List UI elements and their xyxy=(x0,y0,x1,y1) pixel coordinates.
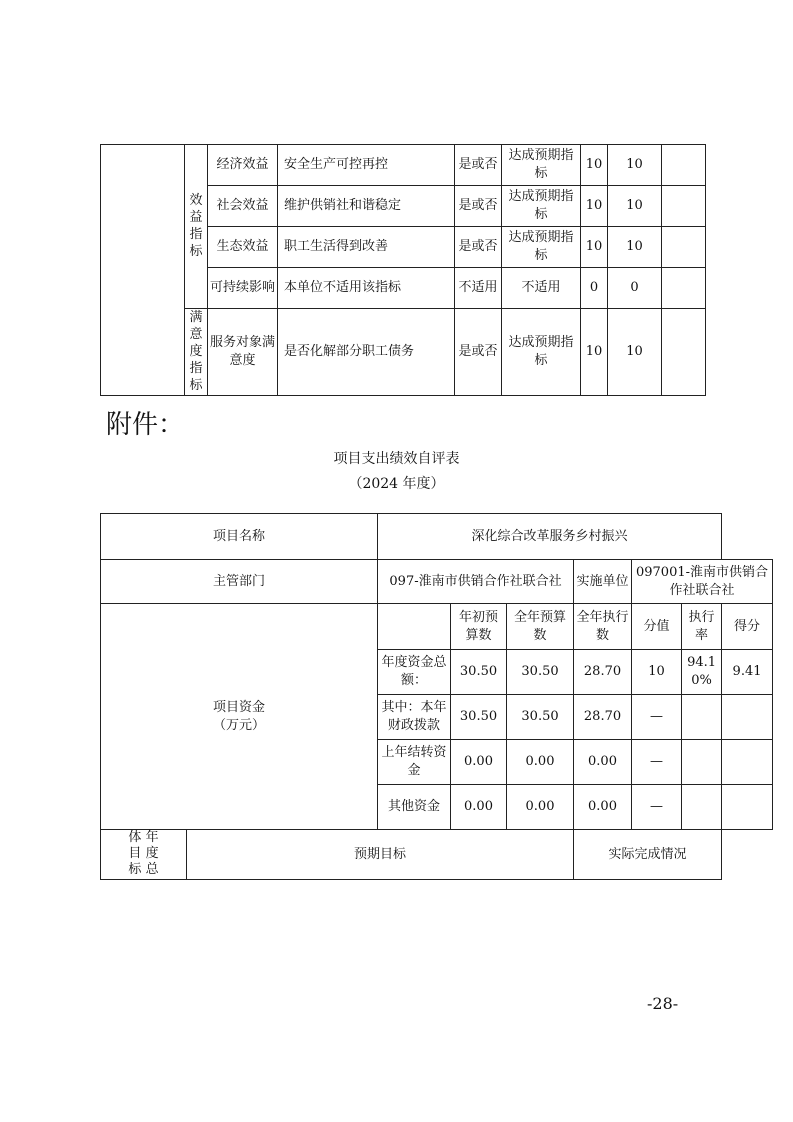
indicator-sub-category: 生态效益 xyxy=(208,227,278,268)
fund-rate xyxy=(682,695,722,740)
header-rate: 执行率 xyxy=(682,604,722,650)
fund-annual: 30.50 xyxy=(507,695,574,740)
indicator-type: 是或否 xyxy=(455,145,502,186)
indicator-name: 本单位不适用该指标 xyxy=(278,268,455,309)
fund-executed: 28.70 xyxy=(574,650,632,695)
indicator-score: 10 xyxy=(608,227,662,268)
fund-rate xyxy=(682,740,722,785)
fund-row-label: 年度资金总额： xyxy=(378,650,451,695)
performance-indicator-table xyxy=(100,144,706,396)
header-blank xyxy=(378,604,451,650)
unit-label: 实施单位 xyxy=(574,560,632,604)
fund-value: 10 xyxy=(632,650,682,695)
funds-label: 项目资金 xyxy=(213,699,266,715)
project-name: 深化综合改革服务乡村振兴 xyxy=(378,514,722,560)
indicator-note xyxy=(662,268,706,309)
fund-executed: 0.00 xyxy=(574,785,632,830)
level1-cell xyxy=(101,145,185,396)
fund-value: — xyxy=(632,740,682,785)
indicator-sub-category: 服务对象满意度 xyxy=(208,309,278,396)
fund-row-label: 上年结转资金 xyxy=(378,740,451,785)
header-value: 分值 xyxy=(632,604,682,650)
indicator-score: 10 xyxy=(608,145,662,186)
fund-initial: 30.50 xyxy=(451,650,507,695)
goal-label-col2: 年度总 xyxy=(145,830,159,877)
funds-label-cell xyxy=(101,604,378,830)
page-number: -28- xyxy=(647,994,679,1013)
indicator-name: 维护供销社和谐稳定 xyxy=(278,186,455,227)
header-annual-executed: 全年执行数 xyxy=(574,604,632,650)
goal-label-col1: 体目标 xyxy=(128,830,142,877)
indicator-name: 职工生活得到改善 xyxy=(278,227,455,268)
project-name-label: 项目名称 xyxy=(101,514,378,560)
fund-score xyxy=(722,785,773,830)
indicator-note xyxy=(662,309,706,396)
benefit-indicator-label: 效益指标 xyxy=(185,145,208,309)
indicator-sub-category: 可持续影响 xyxy=(208,268,278,309)
indicator-target: 达成预期指标 xyxy=(502,145,581,186)
fund-rate: 94.10% xyxy=(682,650,722,695)
fund-score: 9.41 xyxy=(722,650,773,695)
project-expenditure-table xyxy=(100,513,773,880)
header-annual-budget: 全年预算数 xyxy=(507,604,574,650)
fund-score xyxy=(722,740,773,785)
fund-executed: 0.00 xyxy=(574,740,632,785)
indicator-name: 安全生产可控再控 xyxy=(278,145,455,186)
fund-annual: 0.00 xyxy=(507,785,574,830)
fund-row-label: 其中：本年财政拨款 xyxy=(378,695,451,740)
indicator-note xyxy=(662,145,706,186)
indicator-name: 是否化解部分职工债务 xyxy=(278,309,455,396)
indicator-sub-category: 社会效益 xyxy=(208,186,278,227)
fund-initial: 0.00 xyxy=(451,740,507,785)
header-score: 得分 xyxy=(722,604,773,650)
funds-unit: （万元） xyxy=(213,717,266,733)
indicator-value: 10 xyxy=(581,145,608,186)
indicator-value: 10 xyxy=(581,309,608,396)
overall-goal-label xyxy=(101,830,187,880)
indicator-score: 10 xyxy=(608,309,662,396)
expected-goal-label: 预期目标 xyxy=(187,830,574,880)
unit-value: 097001-淮南市供销合作社联合社 xyxy=(632,560,773,604)
indicator-note xyxy=(662,227,706,268)
fund-value: — xyxy=(632,785,682,830)
header-initial-budget: 年初预算数 xyxy=(451,604,507,650)
indicator-value: 0 xyxy=(581,268,608,309)
indicator-value: 10 xyxy=(581,227,608,268)
indicator-target: 达成预期指标 xyxy=(502,227,581,268)
fund-initial: 0.00 xyxy=(451,785,507,830)
fund-executed: 28.70 xyxy=(574,695,632,740)
actual-completion-label: 实际完成情况 xyxy=(574,830,722,880)
fund-initial: 30.50 xyxy=(451,695,507,740)
indicator-target: 达成预期指标 xyxy=(502,309,581,396)
fund-annual: 30.50 xyxy=(507,650,574,695)
indicator-target: 不适用 xyxy=(502,268,581,309)
fund-annual: 0.00 xyxy=(507,740,574,785)
dept-label: 主管部门 xyxy=(101,560,378,604)
form-title: 项目支出绩效自评表 xyxy=(333,451,460,467)
indicator-type: 不适用 xyxy=(455,268,502,309)
attachment-label: 附件： xyxy=(106,410,185,440)
satisfaction-indicator-label: 满意度指标 xyxy=(185,309,208,396)
indicator-type: 是或否 xyxy=(455,227,502,268)
fund-value: — xyxy=(632,695,682,740)
indicator-value: 10 xyxy=(581,186,608,227)
fund-score xyxy=(722,695,773,740)
indicator-note xyxy=(662,186,706,227)
indicator-type: 是或否 xyxy=(455,309,502,396)
dept-value: 097-淮南市供销合作社联合社 xyxy=(378,560,574,604)
form-year: （2024 年度） xyxy=(348,476,445,492)
fund-row-label: 其他资金 xyxy=(378,785,451,830)
indicator-sub-category: 经济效益 xyxy=(208,145,278,186)
indicator-target: 达成预期指标 xyxy=(502,186,581,227)
indicator-type: 是或否 xyxy=(455,186,502,227)
indicator-score: 0 xyxy=(608,268,662,309)
fund-rate xyxy=(682,785,722,830)
indicator-score: 10 xyxy=(608,186,662,227)
